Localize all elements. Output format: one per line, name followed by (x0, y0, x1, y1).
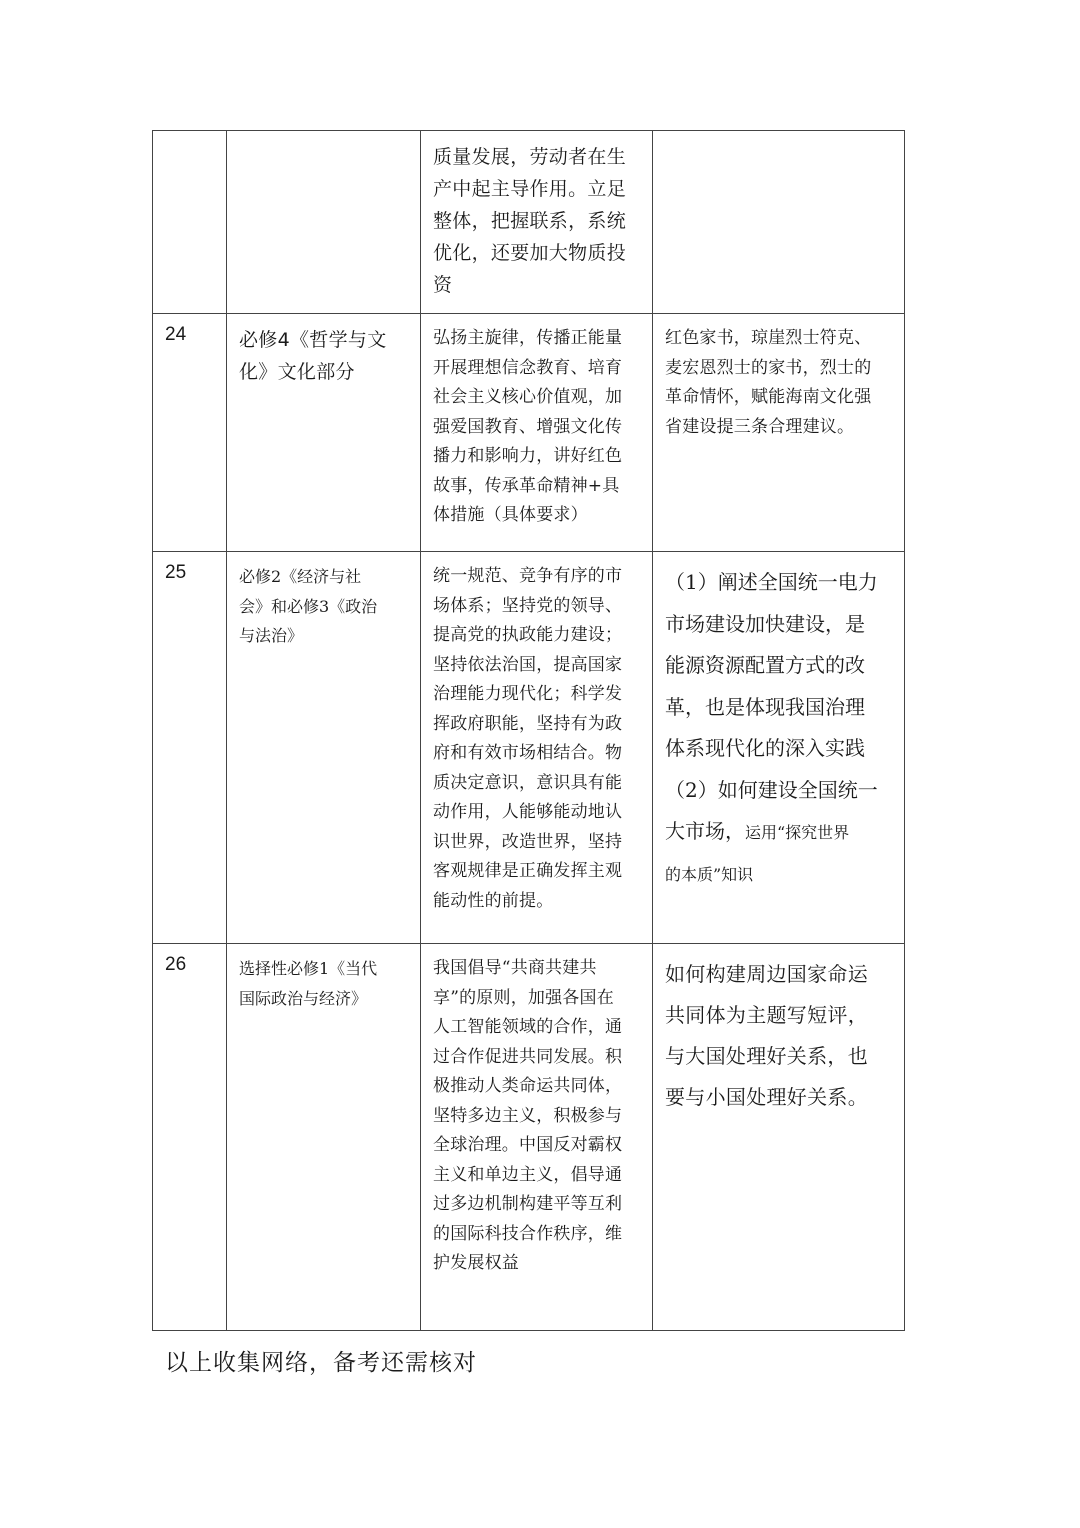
textbook-cell (227, 314, 421, 552)
question-number-cell (153, 552, 227, 944)
question-number-cell (153, 314, 227, 552)
question-cell (653, 131, 905, 314)
question-text-main: （1）阐述全国统一电力 市场建设加快建设，是 能源资源配置方式的改 革，也是体现我国治理 体系现代化的深入实践 （2）如何建设全国统一 大市场， (665, 570, 878, 843)
textbook-cell (227, 552, 421, 944)
knowledge-points-cell (421, 314, 653, 552)
knowledge-points-text: 统一规范、竞争有序的市 场体系；坚持党的领导、 提高党的执政能力建设； 坚持依法治国，提高国家 治理能力现代化；科学发 挥政府职能，坚持有为政 府和有效市场相结合。物 质决定意识，意识具有能 动作用，人能够能动地认 识世界，改造世界，坚持 客观规律是正确发挥主观 能动性的前提。 (433, 566, 623, 911)
question-text (665, 562, 894, 895)
knowledge-points-text: 我国倡导“共商共建共 享”的原则，加强各国在 人工智能领域的合作，通 过合作促进共同发展。积 极推动人类命运共同体， 坚特多边主义，积极参与 全球治理。中国反对霸权 主义和单边主义，倡导通 过多边机制构建平等互利 的国际科技合作秩序，维 护发展权益 (433, 958, 623, 1273)
textbook-text: 必修4《哲学与文 化》文化部分 (239, 329, 387, 383)
table-row (153, 552, 905, 944)
question-cell (653, 314, 905, 552)
question-text-tail: 运用“探究世界 的本质”知识 (665, 823, 850, 884)
knowledge-points-text: 质量发展，劳动者在生 产中起主导作用。立足 整体，把握联系，系统 优化，还要加大物质投 资 (433, 146, 627, 296)
table-row (153, 944, 905, 1331)
question-number: 25 (165, 562, 187, 583)
table-row (153, 131, 905, 314)
knowledge-points-text: 弘扬主旋律，传播正能量 开展理想信念教育、培育 社会主义核心价值观，加 强爱国教育、增强文化传 播力和影响力，讲好红色 故事，传承革命精神+具 体措施（具体要求） (433, 328, 623, 525)
knowledge-points-cell (421, 552, 653, 944)
question-number-cell (153, 131, 227, 314)
textbook-cell (227, 944, 421, 1331)
knowledge-points-cell (421, 944, 653, 1331)
question-text: 如何构建周边国家命运 共同体为主题写短评， 与大国处理好关系，也 要与小国处理好关系。 (665, 962, 868, 1109)
question-number: 26 (165, 954, 187, 975)
table-row (153, 314, 905, 552)
question-cell (653, 944, 905, 1331)
textbook-text: 选择性必修1《当代 国际政治与经济》 (239, 959, 378, 1008)
question-text: 红色家书，琼崖烈士符克、 麦宏恩烈士的家书，烈士的 革命情怀，赋能海南文化强 省建设提三条合理建议。 (665, 328, 872, 437)
knowledge-points-cell (421, 131, 653, 314)
question-number-cell (153, 944, 227, 1331)
textbook-cell (227, 131, 421, 314)
question-cell (653, 552, 905, 944)
question-number: 24 (165, 324, 187, 345)
questions-table (152, 130, 905, 1331)
textbook-text: 必修2《经济与社 会》和必修3《政治 与法治》 (239, 567, 378, 645)
footer-note: 以上收集网络，备考还需核对 (165, 1350, 477, 1376)
